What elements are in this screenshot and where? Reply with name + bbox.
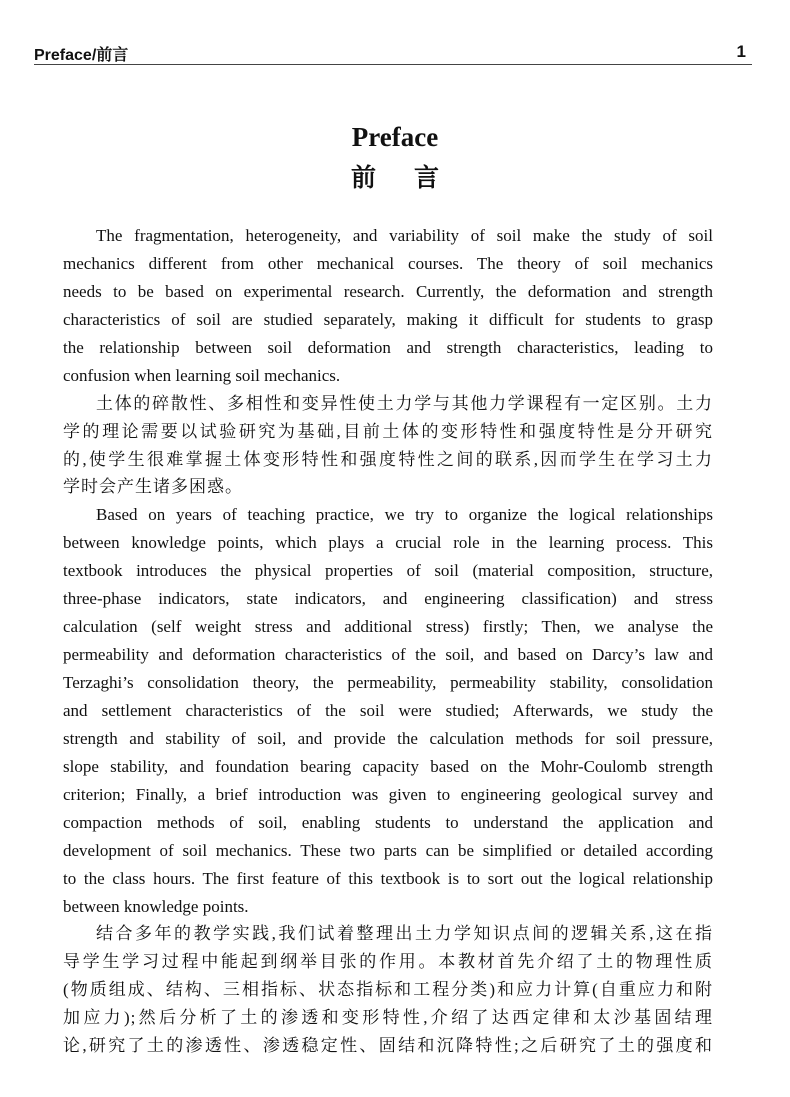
page-title-english: Preface (351, 122, 439, 152)
page-title-chinese: 前言 (350, 165, 477, 192)
text-line: textbook introduces the physical properties of soil (material composition, structure, (63, 561, 713, 581)
text-line: compaction methods of soil, enabling students to understand the application and (63, 812, 713, 832)
text-line: permeability and deformation characteristics of the soil, and based on Darcy’s law and (63, 645, 713, 665)
text-line: The fragmentation, heterogeneity, and variability of soil make the study of soil (96, 226, 713, 245)
text-line: 论,研究了土的渗透性、渗透稳定性、固结和沉降特性;之后研究了土的强度和 (63, 1036, 713, 1056)
text-line: 的,使学生很难掌握土体变形特性和强度特性之间的联系,因而学生在学习土力 (63, 449, 713, 469)
running-header (34, 14, 752, 65)
running-header-title: Preface/前言 (34, 47, 129, 64)
text-line: development of soil mechanics. These two parts can be simplified or detailed according (63, 840, 713, 860)
text-line: calculation (self weight stress and additional stress) firstly; Then, we analyse the (63, 617, 713, 637)
text-line: confusion when learning soil mechanics. (63, 365, 341, 385)
text-line: 结合多年的教学实践,我们试着整理出土力学知识点间的逻辑关系,这在指 (96, 924, 713, 944)
text-line: 学时会产生诸多困惑。 (63, 477, 243, 497)
text-line: and settlement characteristics of the soil were studied; Afterwards, we study the (63, 700, 713, 720)
paragraph-zh (63, 920, 713, 1060)
text-line: mechanics different from other mechanical courses. The theory of soil mechanics (63, 253, 713, 273)
text-line: between knowledge points. (63, 896, 249, 916)
text-line: characteristics of soil are studied separately, making it difficult for students to grasp (63, 309, 713, 329)
text-line: three-phase indicators, state indicators, and engineering classification) and stress (63, 589, 713, 609)
paragraph-en (63, 501, 713, 920)
text-line: Based on years of teaching practice, we try to organize the logical relationships (96, 505, 713, 525)
text-line: the relationship between soil deformation and strength characteristics, leading to (63, 337, 713, 357)
body-text (63, 222, 713, 1060)
text-line: strength and stability of soil, and provide the calculation methods for soil pressure, (63, 728, 713, 748)
text-line: between knowledge points, which plays a crucial role in the learning process. This (63, 533, 713, 553)
text-line: to the class hours. The first feature of this textbook is to sort out the logical relationship (63, 868, 713, 888)
text-line: 导学生学习过程中能起到纲举目张的作用。本教材首先介绍了土的物理性质 (63, 952, 713, 972)
text-line: needs to be based on experimental research. Currently, the deformation and strength (63, 281, 713, 301)
text-line: (物质组成、结构、三相指标、状态指标和工程分类)和应力计算(自重应力和附 (63, 980, 713, 1000)
text-line: 土体的碎散性、多相性和变异性使土力学与其他力学课程有一定区别。土力 (96, 393, 713, 413)
text-line: criterion; Finally, a brief introduction was given to engineering geological survey and (63, 784, 713, 804)
text-line: Terzaghi’s consolidation theory, the permeability, permeability stability, consolidation (63, 673, 713, 692)
paragraph-zh (63, 390, 713, 502)
page-number: 1 (736, 42, 746, 61)
text-line: slope stability, and foundation bearing capacity based on the Mohr-Coulomb strength (63, 756, 713, 776)
paragraph-en (63, 222, 713, 390)
text-line: 加应力);然后分析了土的渗透和变形特性,介绍了达西定律和太沙基固结理 (63, 1008, 713, 1028)
text-line: 学的理论需要以试验研究为基础,目前土体的变形特性和强度特性是分开研究 (63, 421, 713, 441)
